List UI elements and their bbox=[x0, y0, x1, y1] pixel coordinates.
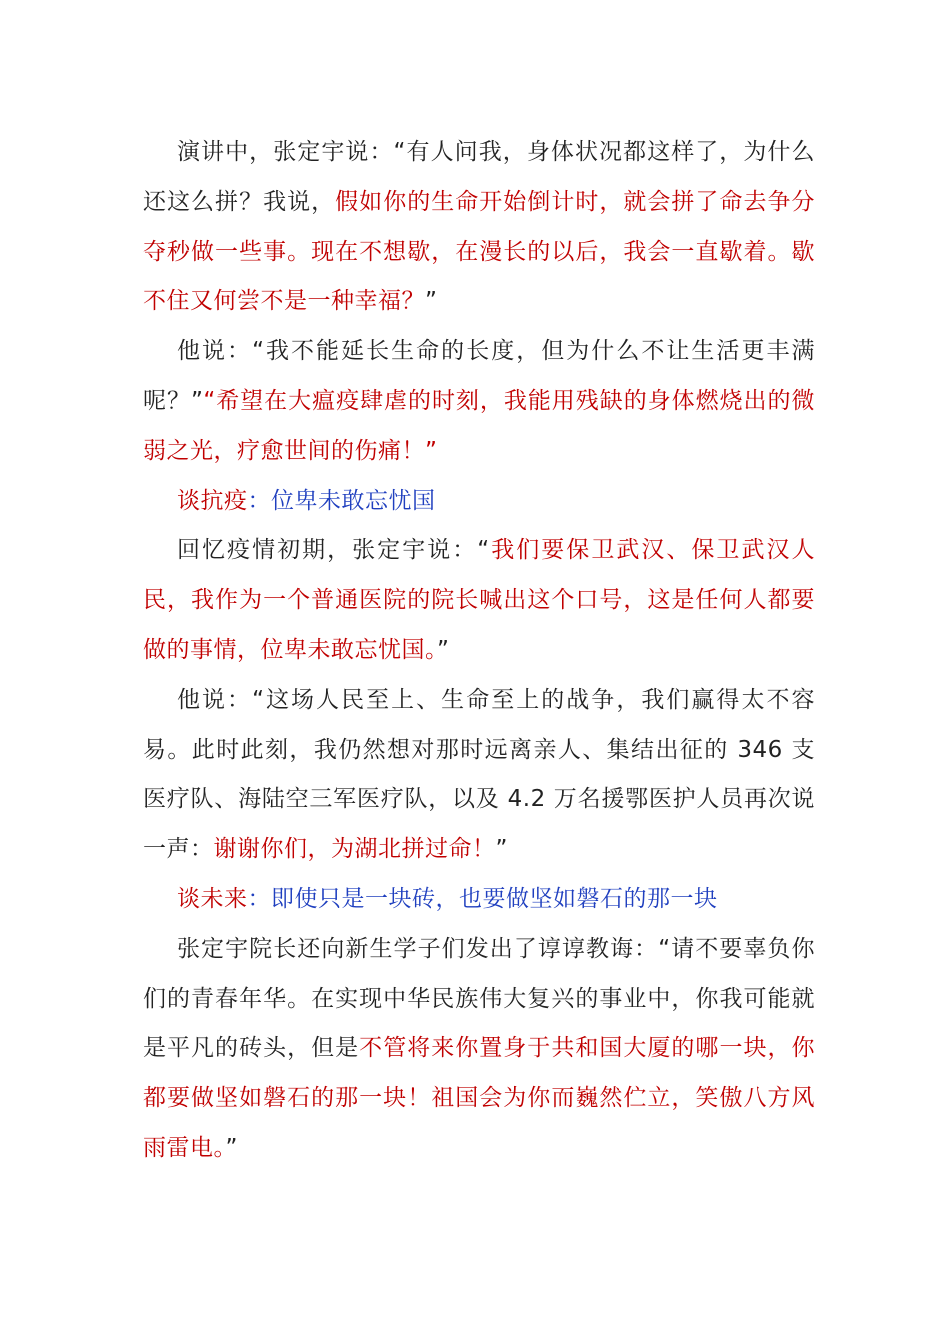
paragraph-life-quote bbox=[143, 327, 815, 476]
text-run: 演讲中，张定宇说：“有人问我，身体状况都这样了，为什么还这么拼？我说， bbox=[143, 139, 815, 215]
heading-title: ：即使只是一块砖，也要做坚如磐石的那一块 bbox=[247, 885, 718, 912]
article-body bbox=[143, 128, 815, 1174]
heading-label: 谈抗疫 bbox=[177, 487, 248, 514]
section-heading-epidemic bbox=[143, 477, 815, 527]
text-run: 他说：“我不能延长生命的长度，但为什么不让生活更丰满呢？” bbox=[143, 338, 815, 414]
text-run: 他说：“这场人民至上、生命至上的战争，我们赢得太不容易。此时此刻，我仍然想对那时远离亲人、集结出征的 346 支医疗队、海陆空三军医疗队，以及 4.2 万名援鄂医护人员再次说一声： bbox=[143, 686, 815, 863]
paragraph-advice bbox=[143, 925, 815, 1174]
text-run: 张定宇院长还向新生学子们发出了谆谆教诲：“请不要辜负你们的青春年华。在实现中华民族伟大复兴的事业中，你我可能就是平凡的砖头，但是 bbox=[143, 935, 815, 1062]
text-run-highlight: “希望在大瘟疫肆虐的时刻，我能用残缺的身体燃烧出的微弱之光，疗愈世间的伤痛！” bbox=[143, 387, 815, 464]
paragraph-epidemic-memory bbox=[143, 526, 815, 675]
text-run: ” bbox=[225, 1134, 238, 1161]
text-run-highlight: 假如你的生命开始倒计时，就会拼了命去争分夺秒做一些事。现在不想歇，在漫长的以后，我会一直歇着。歇不住又何尝不是一种幸福？ bbox=[143, 188, 816, 315]
heading-label: 谈未来 bbox=[177, 885, 248, 912]
text-run: ” bbox=[437, 636, 450, 663]
section-heading-future bbox=[143, 875, 815, 925]
heading-title: ：位卑未敢忘忧国 bbox=[247, 487, 436, 514]
text-run-highlight: 我们要保卫武汉、保卫武汉人民，我作为一个普通医院的院长喊出这个口号，这是任何人都要做的事情，位卑未敢忘忧国。 bbox=[143, 537, 816, 663]
text-run: ” bbox=[495, 836, 508, 863]
text-run: ” bbox=[425, 288, 438, 315]
text-run-highlight: 谢谢你们，为湖北拼过命！ bbox=[213, 836, 496, 863]
text-run: 回忆疫情初期，张定宇说：“ bbox=[177, 537, 490, 564]
paragraph-thanks bbox=[143, 676, 815, 875]
paragraph-speech-quote bbox=[143, 128, 815, 327]
text-run-highlight: 不管将来你置身于共和国大厦的哪一块，你都要做坚如磐石的那一块！祖国会为你而巍然伫立，笑傲八方风雨雷电。 bbox=[143, 1035, 816, 1161]
